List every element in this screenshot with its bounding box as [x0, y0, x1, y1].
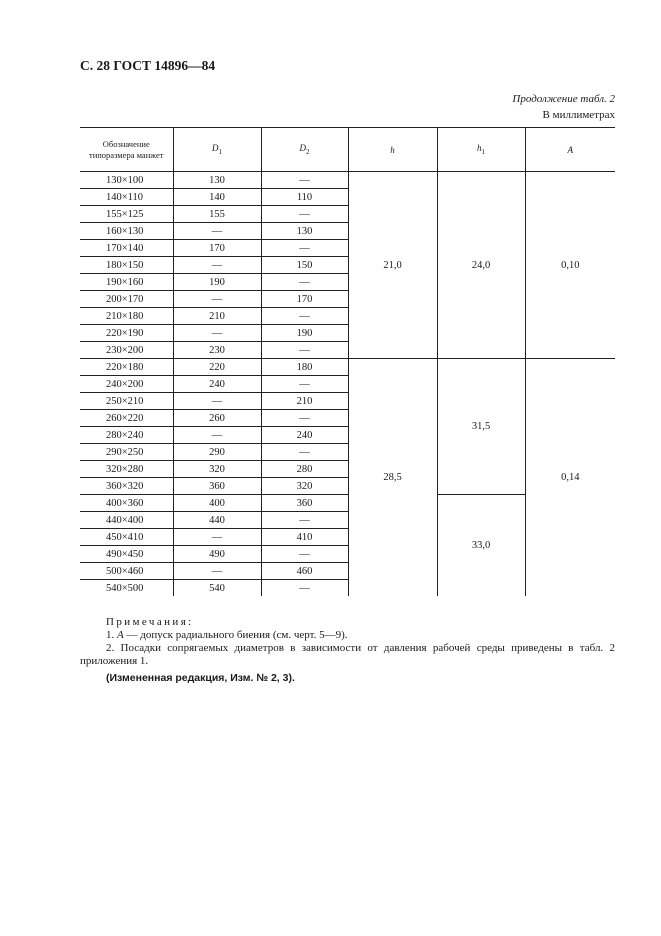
cell-d2: —: [261, 308, 348, 325]
cell-designation: 130×100: [80, 172, 173, 189]
cell-d2: 130: [261, 223, 348, 240]
table-body: [80, 172, 615, 597]
dimensions-table-wrap: [80, 127, 615, 603]
cell-d1: 230: [173, 342, 261, 359]
cell-d2: 240: [261, 427, 348, 444]
cell-d1: —: [173, 257, 261, 274]
cell-designation: 240×200: [80, 376, 173, 393]
amendment-note: (Измененная редакция, Изм. № 2, 3).: [106, 672, 295, 684]
cell-d2: —: [261, 206, 348, 223]
cell-designation: 540×500: [80, 580, 173, 597]
cell-d2: 150: [261, 257, 348, 274]
cell-d1: 360: [173, 478, 261, 495]
cell-a-group1: 0,10: [525, 172, 615, 359]
cell-d1: 320: [173, 461, 261, 478]
cell-d2: 190: [261, 325, 348, 342]
cell-h1-group2b: 33,0: [437, 495, 525, 597]
cell-designation: 490×450: [80, 546, 173, 563]
note-item-2: 2. Посадки сопрягаемых диаметров в зависимости от давления рабочей среды приведены в табл. 2 приложения 1.: [80, 642, 615, 667]
cell-designation: 320×280: [80, 461, 173, 478]
cell-d1: 240: [173, 376, 261, 393]
cell-d2: —: [261, 342, 348, 359]
cell-d1: —: [173, 393, 261, 410]
cell-d1: —: [173, 223, 261, 240]
col-header-h: h: [348, 128, 437, 172]
cell-d1: 140: [173, 189, 261, 206]
page-header: С. 28 ГОСТ 14896—84: [80, 58, 216, 73]
cell-designation: 155×125: [80, 206, 173, 223]
cell-d1: 170: [173, 240, 261, 257]
cell-d2: 110: [261, 189, 348, 206]
cell-h-group1: 21,0: [348, 172, 437, 359]
cell-d1: —: [173, 291, 261, 308]
cell-designation: 200×170: [80, 291, 173, 308]
cell-d2: —: [261, 274, 348, 291]
cell-designation: 160×130: [80, 223, 173, 240]
cell-d2: —: [261, 546, 348, 563]
col-header-a: A: [525, 128, 615, 172]
cell-d1: 260: [173, 410, 261, 427]
cell-d1: 155: [173, 206, 261, 223]
cell-d1: 290: [173, 444, 261, 461]
cell-designation: 140×110: [80, 189, 173, 206]
cell-d2: —: [261, 240, 348, 257]
table-header-row: [80, 128, 615, 172]
cell-h-group2: 28,5: [348, 359, 437, 597]
cell-d1: 400: [173, 495, 261, 512]
cell-d1: —: [173, 325, 261, 342]
cell-d2: 280: [261, 461, 348, 478]
cell-d2: 410: [261, 529, 348, 546]
cell-d2: —: [261, 172, 348, 189]
cell-designation: 280×240: [80, 427, 173, 444]
notes-section: [80, 616, 615, 668]
cell-d1: 490: [173, 546, 261, 563]
cell-d1: 190: [173, 274, 261, 291]
cell-d2: —: [261, 376, 348, 393]
cell-d1: —: [173, 427, 261, 444]
cell-d2: —: [261, 580, 348, 597]
cell-designation: 360×320: [80, 478, 173, 495]
cell-d1: —: [173, 529, 261, 546]
cell-d1: 440: [173, 512, 261, 529]
cell-designation: 450×410: [80, 529, 173, 546]
cell-designation: 260×220: [80, 410, 173, 427]
cell-designation: 400×360: [80, 495, 173, 512]
cell-d1: 130: [173, 172, 261, 189]
cell-designation: 220×190: [80, 325, 173, 342]
col-header-d2: $D_2$: [261, 128, 348, 172]
cell-h1-group1: 24,0: [437, 172, 525, 359]
col-header-designation: Обозначение типоразмера манжет: [80, 128, 173, 172]
table-row: [80, 359, 615, 376]
cell-designation: 190×160: [80, 274, 173, 291]
dimensions-table: [80, 127, 615, 596]
cell-d1: 220: [173, 359, 261, 376]
units-caption: В миллиметрах: [542, 109, 615, 121]
cell-d1: 210: [173, 308, 261, 325]
cell-d2: 360: [261, 495, 348, 512]
cell-h1-group2a: 31,5: [437, 359, 525, 495]
col-header-h1: $h_1$: [437, 128, 525, 172]
note-item-1: 1. A — допуск радиального биения (см. черт. 5—9).: [106, 629, 348, 641]
cell-d2: 180: [261, 359, 348, 376]
cell-designation: 180×150: [80, 257, 173, 274]
cell-d1: —: [173, 563, 261, 580]
cell-designation: 220×180: [80, 359, 173, 376]
cell-designation: 440×400: [80, 512, 173, 529]
cell-d2: —: [261, 444, 348, 461]
cell-a-group2: 0,14: [525, 359, 615, 597]
cell-d2: 170: [261, 291, 348, 308]
table-continuation-caption: Продолжение табл. 2: [512, 93, 615, 105]
cell-d1: 540: [173, 580, 261, 597]
cell-d2: 320: [261, 478, 348, 495]
cell-designation: 500×460: [80, 563, 173, 580]
cell-designation: 250×210: [80, 393, 173, 410]
cell-designation: 210×180: [80, 308, 173, 325]
cell-d2: 460: [261, 563, 348, 580]
col-header-d1: $D_1$: [173, 128, 261, 172]
cell-d2: —: [261, 410, 348, 427]
table-row: [80, 172, 615, 189]
cell-designation: 170×140: [80, 240, 173, 257]
cell-designation: 290×250: [80, 444, 173, 461]
cell-d2: 210: [261, 393, 348, 410]
cell-designation: 230×200: [80, 342, 173, 359]
notes-title: Примечания:: [106, 616, 194, 628]
cell-d2: —: [261, 512, 348, 529]
